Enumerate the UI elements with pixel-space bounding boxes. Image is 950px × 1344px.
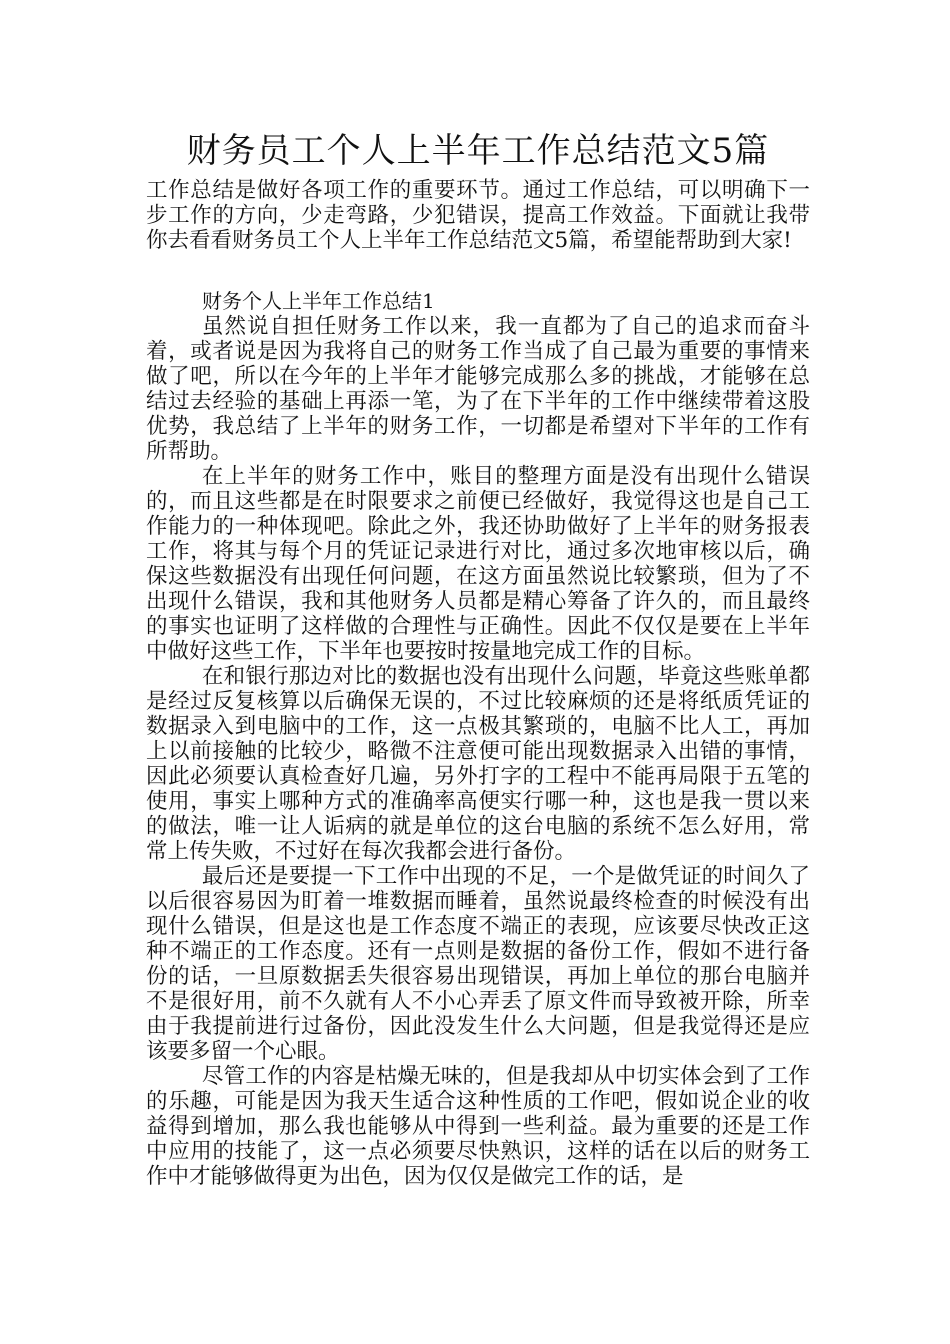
body-paragraph-1: 虽然说自担任财务工作以来，我一直都为了自己的追求而奋斗着，或者说是因为我将自己的财务工作当成了自己最为重要的事情来做了吧，所以在今年的上半年才能够完成那么多的挑战，才能够在总结过去经验的基础上再添一笔，为了在下半年的工作中继续带着这股优势，我总结了上半年的财务工作，一切都是希望对下半年的工作有所帮助。 xyxy=(146,314,810,464)
body-paragraph-5: 尽管工作的内容是枯燥无味的，但是我却从中切实体会到了工作的乐趣，可能是因为我天生适合这种性质的工作吧，假如说企业的收益得到增加，那么我也能够从中得到一些利益。最为重要的还是工作中应用的技能了，这一点必须要尽快熟识，这样的话在以后的财务工作中才能够做得更为出色，因为仅仅是做完工作的话，是 xyxy=(146,1064,810,1189)
body-paragraph-4: 最后还是要提一下工作中出现的不足，一个是做凭证的时间久了以后很容易因为盯着一堆数据而睡着，虽然说最终检查的时候没有出现什么错误，但是这也是工作态度不端正的表现，应该要尽快改正这种不端正的工作态度。还有一点则是数据的备份工作，假如不进行备份的话，一旦原数据丢失很容易出现错误，再加上单位的那台电脑并不是很好用，前不久就有人不小心弄丢了原文件而导致被开除，所幸由于我提前进行过备份，因此没发生什么大问题，但是我觉得还是应该要多留一个心眼。 xyxy=(146,864,810,1064)
body-paragraph-3: 在和银行那边对比的数据也没有出现什么问题，毕竟这些账单都是经过反复核算以后确保无误的，不过比较麻烦的还是将纸质凭证的数据录入到电脑中的工作，这一点极其繁琐的，电脑不比人工，再加上以前接触的比较少，略微不注意便可能出现数据录入出错的事情，因此必须要认真检查好几遍，另外打字的工程中不能再局限于五笔的使用，事实上哪种方式的准确率高便实行哪一种，这也是我一贯以来的做法，唯一让人诟病的就是单位的这台电脑的系统不怎么好用，常常上传失败，不过好在每次我都会进行备份。 xyxy=(146,664,810,864)
blank-line xyxy=(146,253,810,289)
document-page xyxy=(146,128,810,1189)
section-heading: 财务个人上半年工作总结1 xyxy=(202,289,435,313)
body-paragraph-2: 在上半年的财务工作中，账目的整理方面是没有出现什么错误的，而且这些都是在时限要求之前便已经做好，我觉得这也是自己工作能力的一种体现吧。除此之外，我还协助做好了上半年的财务报表工作，将其与每个月的凭证记录进行对比，通过多次地审核以后，确保这些数据没有出现任何问题，在这方面虽然说比较繁琐，但为了不出现什么错误，我和其他财务人员都是精心筹备了许久的，而且最终的事实也证明了这样做的合理性与正确性。因此不仅仅是要在上半年中做好这些工作，下半年也要按时按量地完成工作的目标。 xyxy=(146,464,810,664)
intro-paragraph: 工作总结是做好各项工作的重要环节。通过工作总结，可以明确下一步工作的方向，少走弯路，少犯错误，提高工作效益。下面就让我带你去看看财务员工个人上半年工作总结范文5篇，希望能帮助到大家! xyxy=(146,178,810,253)
document-title: 财务员工个人上半年工作总结范文5篇 xyxy=(186,131,770,171)
